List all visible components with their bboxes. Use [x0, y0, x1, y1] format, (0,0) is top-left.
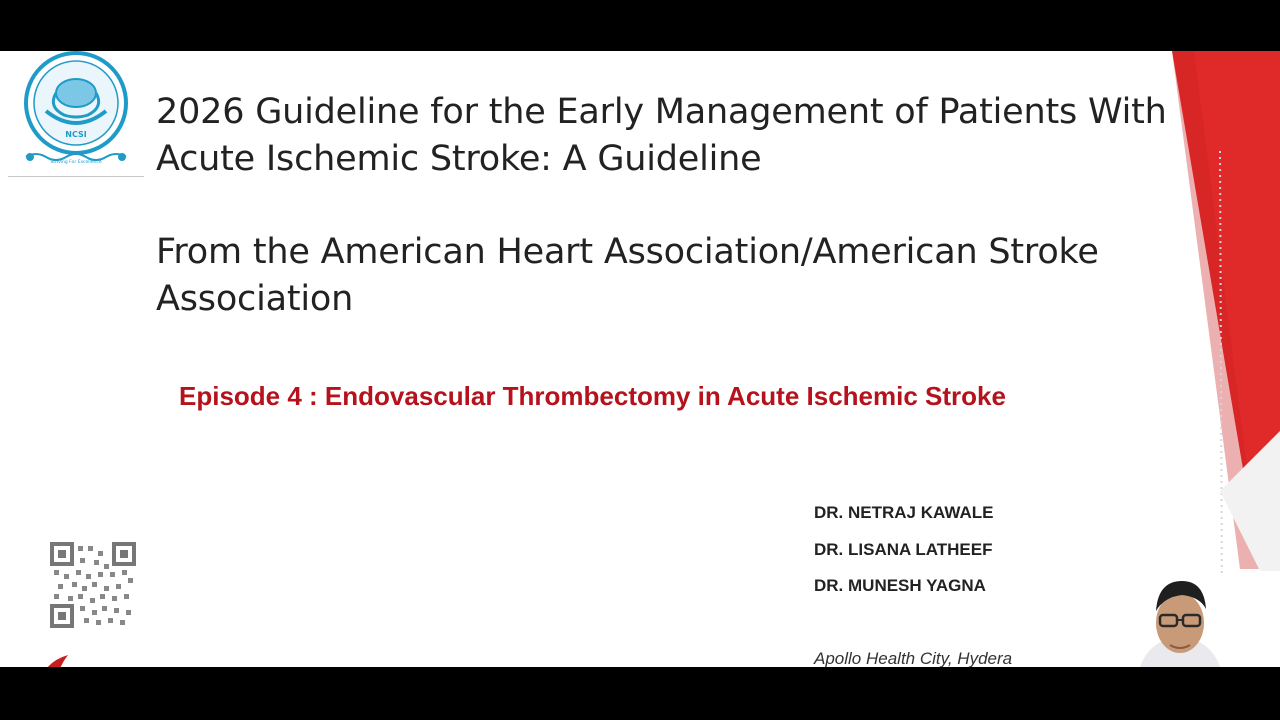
logo-acronym: NCSI	[65, 130, 87, 139]
slide	[0, 51, 1280, 667]
author-list	[814, 503, 993, 613]
subtitle-line-1: From the American Heart Association/American Stroke	[156, 232, 1099, 272]
episode-title: Episode 4 : Endovascular Thrombectomy in Acute Ischemic Stroke	[179, 381, 1006, 411]
qr-code-icon	[50, 542, 136, 628]
presenter-video-thumbnail	[1130, 575, 1230, 667]
letterbox-bottom	[0, 667, 1280, 720]
title-line-2: Acute Ischemic Stroke: A Guideline	[156, 139, 762, 179]
red-mark-icon	[44, 655, 70, 667]
author-name: DR. NETRAJ KAWALE	[814, 503, 994, 522]
affiliation: Apollo Health City, Hydera	[814, 649, 1013, 667]
letterbox-top	[0, 0, 1280, 51]
author-name: DR. MUNESH YAGNA	[814, 576, 986, 595]
author-name: DR. LISANA LATHEEF	[814, 539, 993, 559]
ncsi-logo-icon	[16, 51, 136, 173]
title-line-1: 2026 Guideline for the Early Management of Patients With	[156, 92, 1167, 132]
logo-divider	[8, 176, 144, 177]
slide-title	[156, 89, 1196, 183]
logo-tagline: Striving For Excellence	[50, 160, 102, 165]
slide-subtitle	[156, 229, 1156, 323]
subtitle-line-2: Association	[156, 279, 354, 319]
